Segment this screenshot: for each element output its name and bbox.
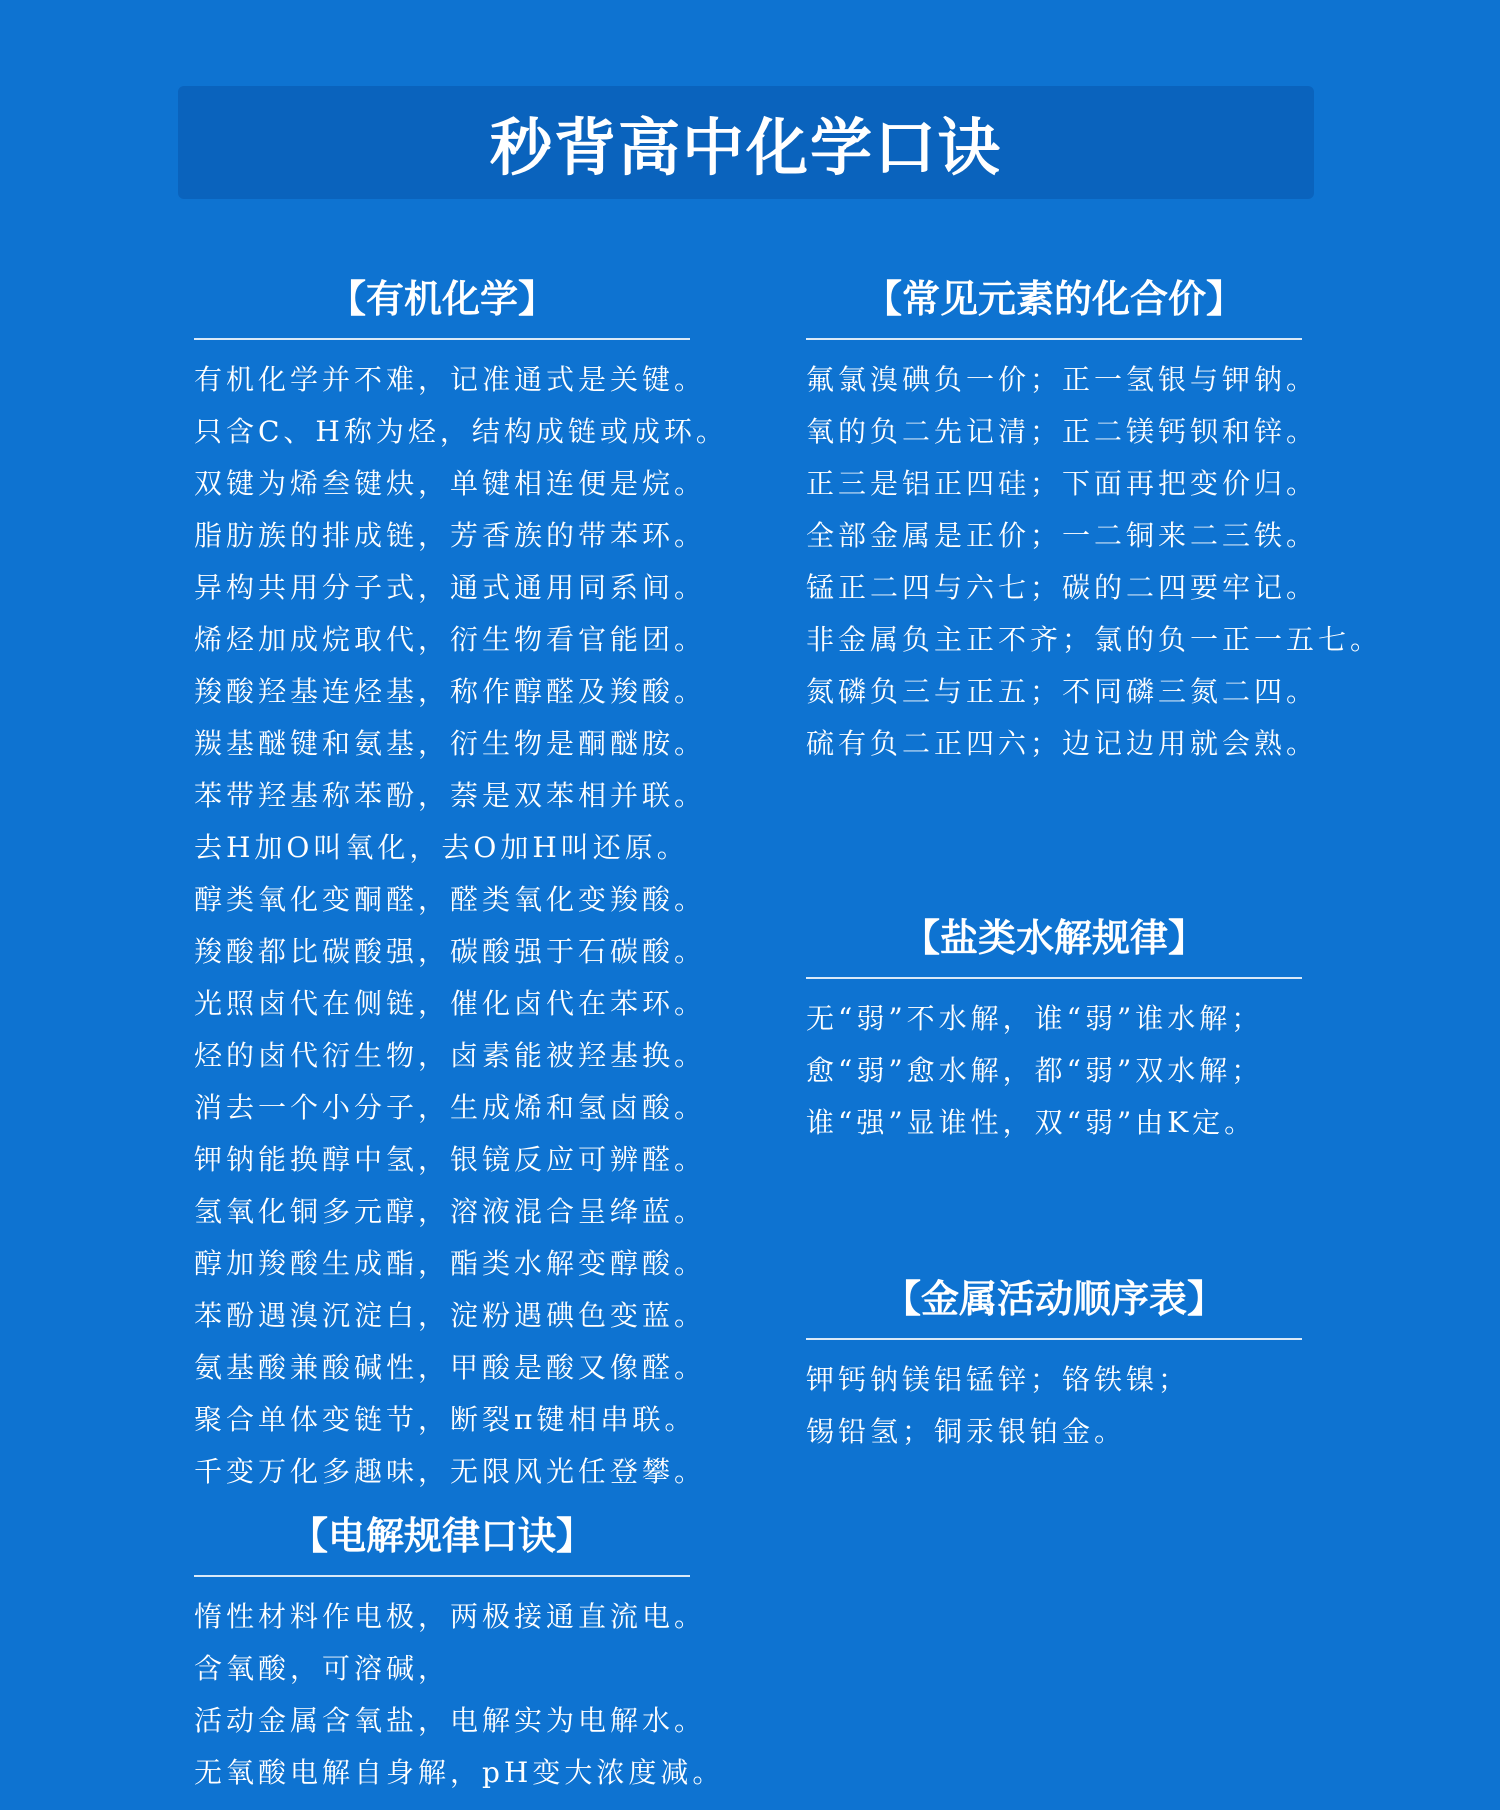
verse-line: 愈“弱”愈水解，都“弱”双水解； xyxy=(806,1054,1264,1087)
verse-line: 硫有负二正四六；边记边用就会熟。 xyxy=(806,727,1319,760)
verse-line: 氨基酸兼酸碱性，甲酸是酸又像醛。 xyxy=(194,1351,707,1384)
verse-line: 无氧酸电解自身解，pH变大浓度减。 xyxy=(194,1756,725,1789)
verse-line: 全部金属是正价；一二铜来二三铁。 xyxy=(806,519,1319,552)
verse-line: 聚合单体变链节，断裂π键相串联。 xyxy=(194,1403,697,1436)
section-title-hydrolysis: 【盐类水解规律】 xyxy=(901,915,1206,960)
section-title-electrolysis: 【电解规律口诀】 xyxy=(289,1513,594,1558)
verse-line: 有机化学并不难，记准通式是关键。 xyxy=(194,363,707,396)
verse-line: 消去一个小分子，生成烯和氢卤酸。 xyxy=(194,1091,707,1124)
verse-line: 异构共用分子式，通式通用同系间。 xyxy=(194,571,707,604)
verse-line: 无“弱”不水解，谁“弱”谁水解； xyxy=(806,1002,1264,1035)
section-divider xyxy=(806,977,1302,979)
section-divider xyxy=(806,338,1302,340)
section-divider xyxy=(194,1575,690,1577)
verse-line: 苯酚遇溴沉淀白，淀粉遇碘色变蓝。 xyxy=(194,1299,707,1332)
verse-line: 惰性材料作电极，两极接通直流电。 xyxy=(194,1600,707,1633)
verse-line: 千变万化多趣味，无限风光任登攀。 xyxy=(194,1455,707,1488)
verse-line: 正三是铝正四硅；下面再把变价归。 xyxy=(806,467,1319,500)
verse-line: 氟氯溴碘负一价；正一氢银与钾钠。 xyxy=(806,363,1319,396)
verse-line: 脂肪族的排成链，芳香族的带苯环。 xyxy=(194,519,707,552)
section-divider xyxy=(194,338,690,340)
verse-line: 醇加羧酸生成酯，酯类水解变醇酸。 xyxy=(194,1247,707,1280)
verse-list xyxy=(806,1358,1302,1462)
verse-line: 非金属负主正不齐；氯的负一正一五七。 xyxy=(806,623,1383,656)
verse-list xyxy=(806,997,1302,1153)
verse-list xyxy=(194,358,728,1502)
verse-line: 烯烃加成烷取代，衍生物看官能团。 xyxy=(194,623,707,656)
verse-line: 羰基醚键和氨基，衍生物是酮醚胺。 xyxy=(194,727,707,760)
title-banner xyxy=(178,86,1314,199)
verse-line: 钾钙钠镁铝锰锌；铬铁镍； xyxy=(806,1363,1191,1396)
verse-line: 谁“强”显谁性，双“弱”由K定。 xyxy=(806,1106,1257,1139)
page-title: 秒背高中化学口诀 xyxy=(489,111,1002,184)
section-title-activity: 【金属活动顺序表】 xyxy=(882,1276,1225,1321)
verse-line: 含氧酸，可溶碱， xyxy=(194,1652,451,1685)
verse-line: 羧酸都比碳酸强，碳酸强于石碳酸。 xyxy=(194,935,707,968)
verse-list xyxy=(194,1595,725,1803)
verse-list xyxy=(806,358,1383,774)
verse-line: 醇类氧化变酮醛，醛类氧化变羧酸。 xyxy=(194,883,707,916)
verse-line: 苯带羟基称苯酚，萘是双苯相并联。 xyxy=(194,779,707,812)
section-common-valence xyxy=(806,266,1383,774)
verse-line: 氧的负二先记清；正二镁钙钡和锌。 xyxy=(806,415,1319,448)
verse-line: 双键为烯叁键炔，单键相连便是烷。 xyxy=(194,467,707,500)
section-electrolysis xyxy=(194,1503,725,1803)
section-salt-hydrolysis xyxy=(806,905,1302,1153)
verse-line: 去H加O叫氧化，去O加H叫还原。 xyxy=(194,831,689,864)
section-organic-chemistry xyxy=(194,266,728,1502)
verse-line: 锡铅氢；铜汞银铂金。 xyxy=(806,1415,1127,1448)
verse-line: 锰正二四与六七；碳的二四要牢记。 xyxy=(806,571,1319,604)
section-title-valence: 【常见元素的化合价】 xyxy=(863,276,1244,321)
verse-line: 羧酸羟基连烃基，称作醇醛及羧酸。 xyxy=(194,675,707,708)
verse-line: 光照卤代在侧链，催化卤代在苯环。 xyxy=(194,987,707,1020)
verse-line: 氢氧化铜多元醇，溶液混合呈绛蓝。 xyxy=(194,1195,707,1228)
section-metal-activity xyxy=(806,1266,1302,1462)
section-title-organic: 【有机化学】 xyxy=(327,276,556,321)
verse-line: 活动金属含氧盐，电解实为电解水。 xyxy=(194,1704,707,1737)
verse-line: 钾钠能换醇中氢，银镜反应可辨醛。 xyxy=(194,1143,707,1176)
verse-line: 氮磷负三与正五；不同磷三氮二四。 xyxy=(806,675,1319,708)
verse-line: 只含C、H称为烃，结构成链或成环。 xyxy=(194,415,728,448)
verse-line: 烃的卤代衍生物，卤素能被羟基换。 xyxy=(194,1039,707,1072)
section-divider xyxy=(806,1338,1302,1340)
